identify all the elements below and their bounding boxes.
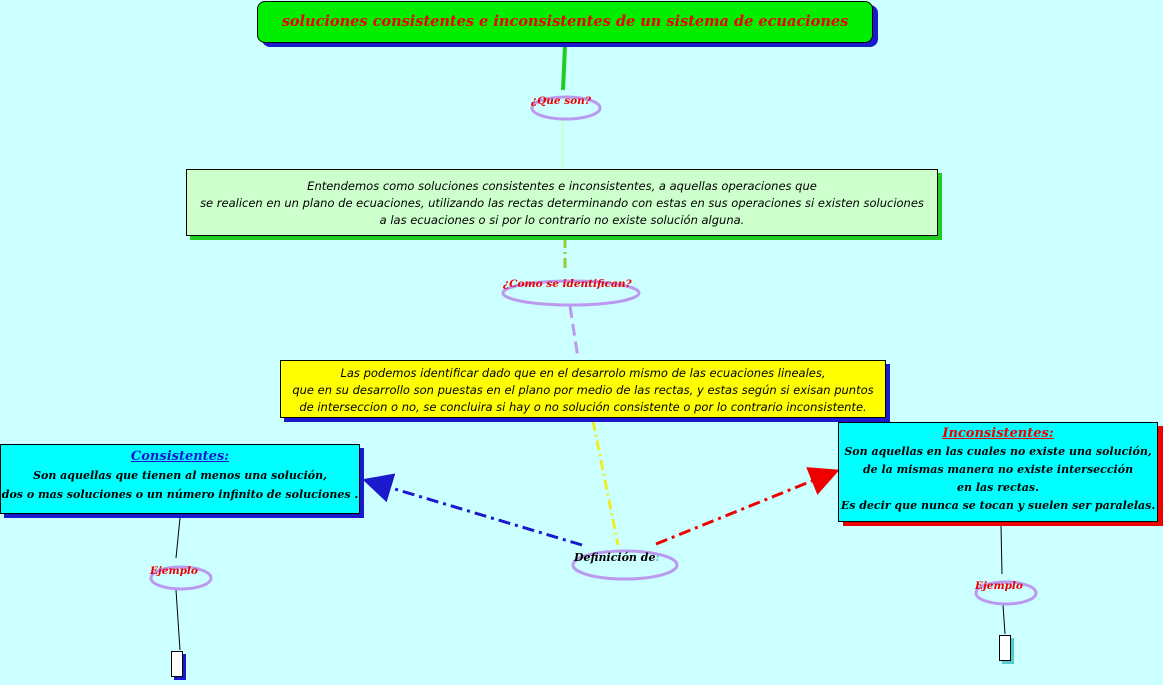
diagram-title: soluciones consistentes e inconsistentes de un sistema de ecuaciones: [281, 13, 849, 30]
center-node-label: [574, 551, 660, 564]
identify-line: que en su desarrollo son puestas en el plano por medio de las rectas, y estas según si exisan puntos: [292, 383, 874, 397]
inconsistentes-line: Es decir que nunca se tocan y suelen ser paralelas.: [840, 499, 1156, 512]
center-node-text: Definición de: [574, 551, 656, 564]
example-left-placeholder: [171, 651, 183, 677]
identify-line: Las podemos identificar dado que en el desarrolo mismo de las ecuaciones lineales,: [340, 366, 826, 380]
consistentes-line: dos o mas soluciones o un número infinito de soluciones .: [1, 488, 359, 501]
inconsistentes-line: de la mismas manera no existe intersección: [862, 463, 1134, 476]
connector-como-identify: [570, 306, 578, 358]
inconsistentes-line: Son aquellas en las cuales no existe una solución,: [844, 445, 1152, 458]
inconsistentes-heading: Inconsistentes:: [942, 426, 1054, 441]
inconsistentes-line: en las rectas.: [957, 481, 1039, 494]
connector-title-que-son: [563, 45, 565, 90]
example-right-placeholder: [999, 635, 1011, 661]
ejemplo-right: Ejemplo: [975, 580, 1023, 592]
connector-ejemplo-right-rect: [1003, 605, 1005, 634]
inconsistentes-box: [838, 422, 1158, 522]
identify-box: [280, 360, 886, 418]
identify-line: de interseccion o no, se concluira si hay o no solución consistente o por lo contrario inconsistente.: [299, 400, 867, 414]
definition-line: se realicen en un plano de ecuaciones, utilizando las rectas determinando con estas en sus operaciones si existen soluciones: [200, 196, 924, 210]
link-que-son: ¿Que son?: [531, 95, 591, 107]
connector-consistentes-ejemplo: [176, 518, 180, 558]
definition-line: a las ecuaciones o si por lo contrario no existe solución alguna.: [379, 213, 745, 227]
connector-inconsistentes-ejemplo: [1001, 526, 1002, 574]
arrow-to-consistentes: [368, 481, 582, 545]
center-node-suffix: :: [655, 551, 660, 564]
link-como-se-identifican: ¿Como se identifican?: [503, 278, 632, 290]
definition-box: [186, 169, 938, 236]
ejemplo-left: Ejemplo: [150, 565, 198, 577]
consistentes-heading: Consistentes:: [130, 449, 230, 464]
title-box: [257, 1, 873, 43]
consistentes-box: [0, 444, 360, 514]
definition-line: Entendemos como soluciones consistentes e inconsistentes, a aquellas operaciones que: [307, 179, 817, 193]
connector-identify-center: [593, 421, 618, 545]
arrow-to-inconsistentes: [656, 472, 834, 544]
connector-ejemplo-left-rect: [176, 590, 180, 650]
consistentes-line: Son aquellas que tienen al menos una solución,: [33, 469, 327, 482]
